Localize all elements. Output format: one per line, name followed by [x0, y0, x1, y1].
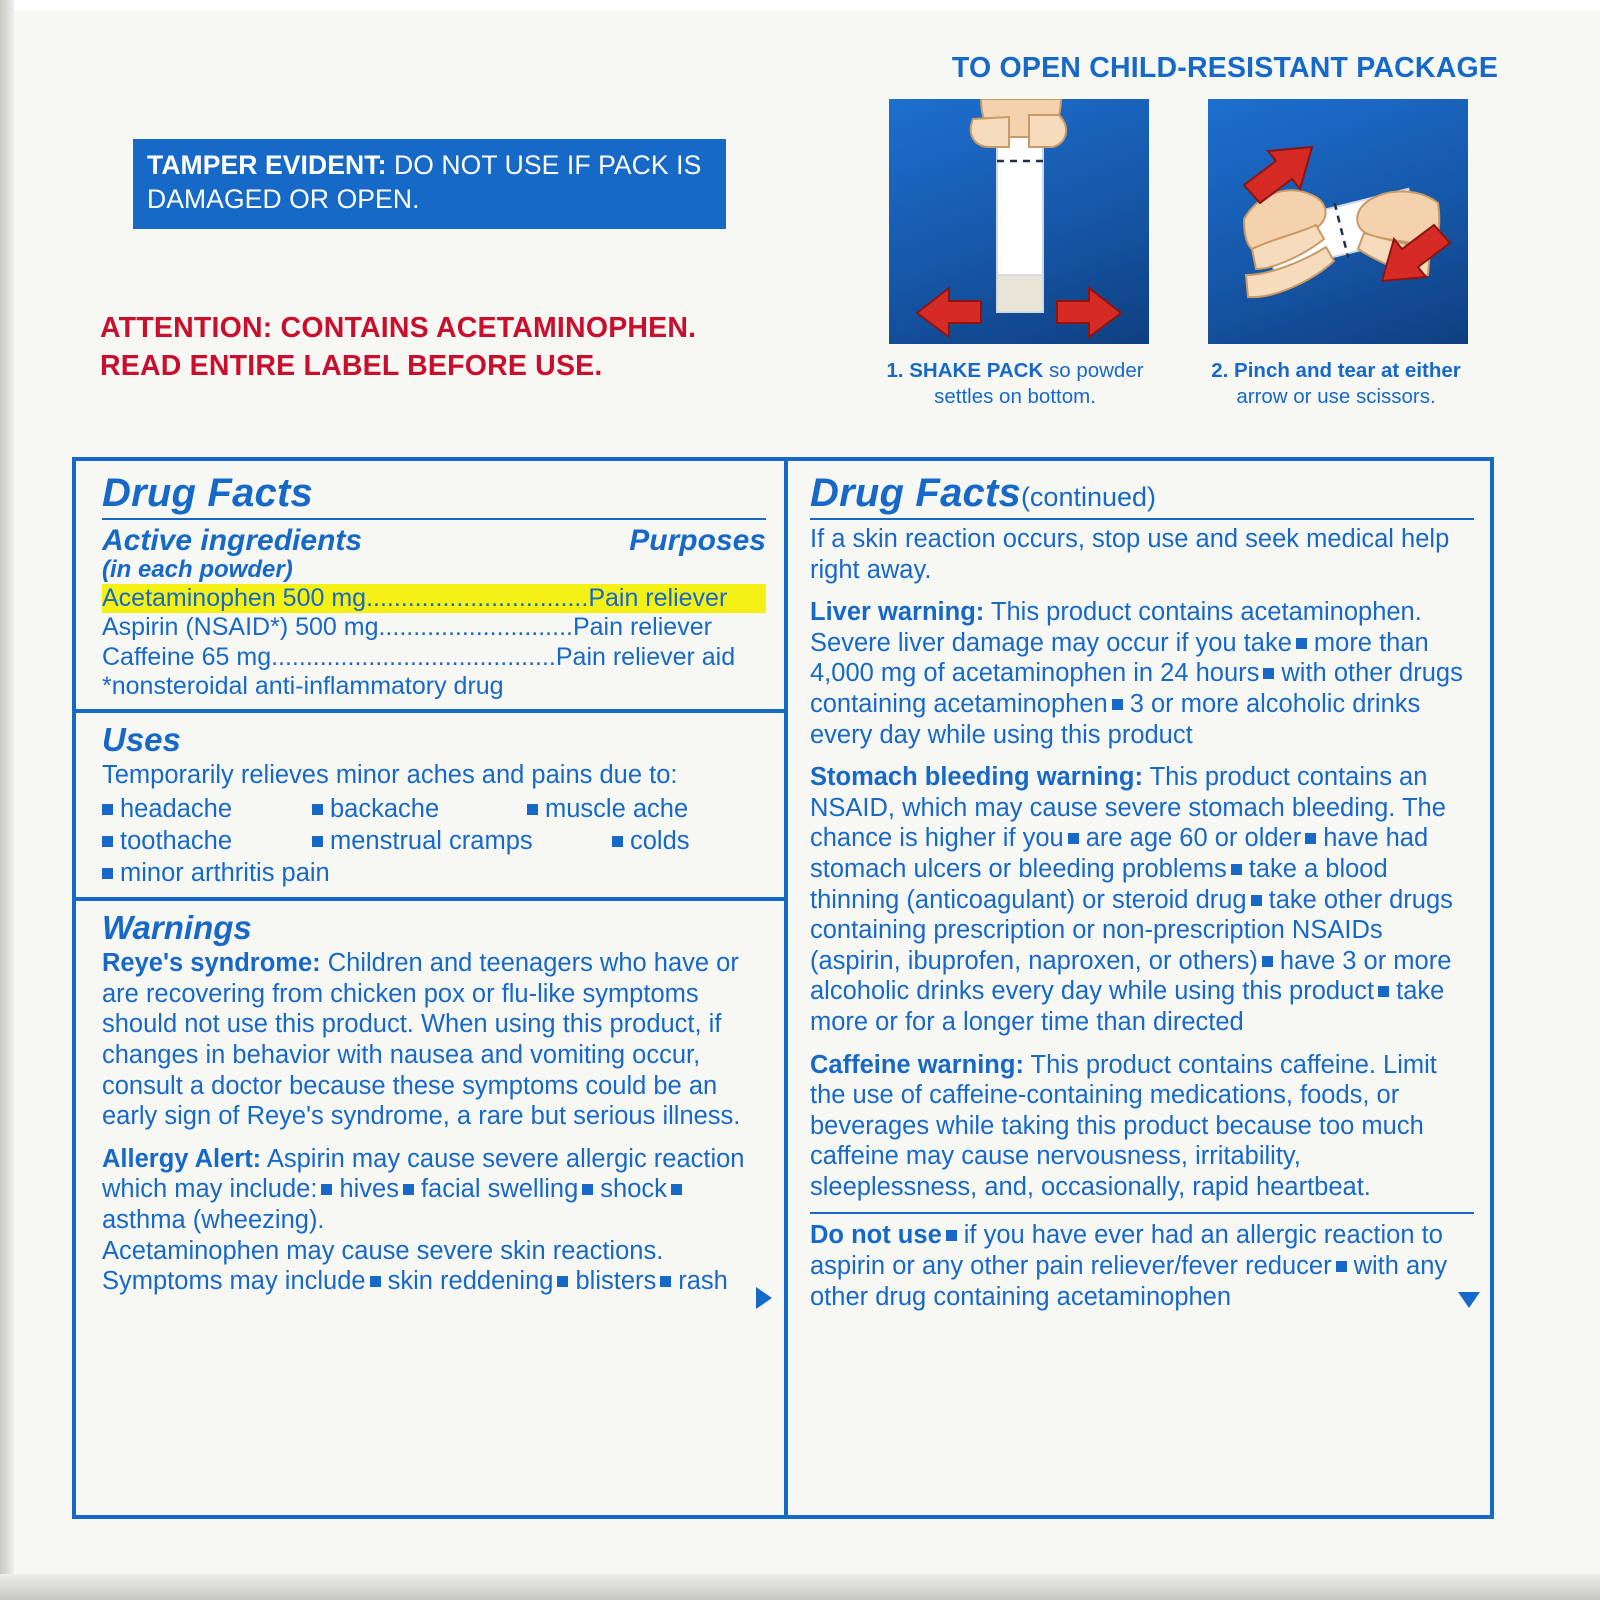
do-not-use-item-2: with any other drug containing acetaminophen — [810, 1252, 1448, 1311]
uses-item-muscle-ache: muscle ache — [545, 794, 689, 823]
do-not-use-section — [810, 1220, 1474, 1312]
package-top-edge — [0, 0, 1600, 10]
reyes-text: Children and teenagers who have or are recovering from chicken pox or flu-like symptoms should not use this product. When using this product, if changes in behavior with nausea and vomiting occur, consult a doctor because these symptoms could be an early sign of Reye's syndrome, a rare but serious illness. — [102, 949, 741, 1131]
bullet-icon — [557, 1276, 568, 1287]
stomach-warning-text: This product contains an NSAID, which may cause severe stomach bleeding. The chance is higher if you — [810, 763, 1446, 853]
uses-item-colds: colds — [630, 826, 690, 855]
uses-item-menstrual-cramps: menstrual cramps — [330, 826, 533, 855]
child-resistant-title: TO OPEN CHILD-RESISTANT PACKAGE — [951, 52, 1499, 84]
package-bottom-edge — [0, 1574, 1600, 1600]
uses-intro: Temporarily relieves minor aches and pains due to: — [102, 761, 678, 790]
package-left-edge — [0, 0, 14, 1600]
uses-item-headache: headache — [120, 794, 233, 823]
bullet-icon — [312, 804, 323, 815]
ingredient-name-2: Caffeine 65 mg — [102, 642, 272, 671]
ingredient-name-1: Aspirin (NSAID*) 500 mg — [102, 613, 379, 642]
step-2-bold: Pinch and tear at either — [1234, 359, 1461, 382]
drug-facts-continued-title — [810, 471, 1474, 516]
drug-facts-continued-section — [788, 461, 1494, 1320]
ingredient-name-0: Acetaminophen 500 mg — [102, 584, 367, 612]
allergy-label: Allergy Alert: — [102, 1144, 262, 1173]
continued-label: (continued) — [1020, 482, 1157, 512]
do-not-use-rule — [810, 1212, 1474, 1214]
active-ingredients-subheading: (in each powder) — [102, 556, 293, 583]
stomach-item-4: take other drugs containing prescription or non-prescription NSAIDs (aspirin, ibuprofen, naproxen, or others) — [810, 885, 1453, 975]
stomach-item-6: take more or for a longer time than directed — [810, 977, 1445, 1036]
bullet-icon — [1336, 1261, 1347, 1272]
bullet-icon — [1378, 986, 1389, 997]
bullet-icon — [671, 1184, 682, 1195]
attention-line-1: ATTENTION: CONTAINS ACETAMINOPHEN. — [100, 312, 697, 344]
caffeine-warning-label: Caffeine warning: — [810, 1050, 1024, 1079]
bullet-icon — [1068, 833, 1079, 844]
bullet-icon — [1262, 956, 1273, 967]
attention-line-2: READ ENTIRE LABEL BEFORE USE. — [100, 349, 603, 382]
bullet-icon — [660, 1276, 671, 1287]
ingredient-dots-0: ................................ — [366, 584, 589, 612]
continue-right-arrow-icon — [756, 1287, 772, 1309]
bullet-icon — [403, 1184, 414, 1195]
ingredient-row-caffeine — [102, 643, 766, 672]
tamper-evident-text: DO NOT USE IF PACK IS DAMAGED OR OPEN. — [147, 150, 702, 214]
uses-section — [76, 709, 784, 897]
stomach-bleeding-warning — [810, 762, 1474, 1037]
drug-facts-left-column — [76, 461, 788, 1515]
tamper-evident-banner — [133, 139, 726, 229]
child-resistant-step-2-caption — [1196, 358, 1476, 410]
skin-item-rash: rash — [678, 1267, 728, 1296]
bullet-icon — [102, 868, 113, 879]
skin-reaction-occurs-text: If a skin reaction occurs, stop use and seek medical help right away. — [810, 525, 1450, 584]
liver-item-1: more than 4,000 mg of acetaminophen in 24 hours — [810, 628, 1429, 688]
ingredient-purpose-2: Pain reliever aid — [555, 642, 736, 671]
child-resistant-illustration-1 — [889, 99, 1149, 344]
pinch-and-tear-icon — [1208, 99, 1468, 344]
allergy-item-hives: hives — [339, 1175, 399, 1204]
ingredient-purpose-1: Pain reliever — [572, 613, 712, 642]
attention-notice — [100, 310, 800, 385]
bullet-icon — [1305, 833, 1316, 844]
allergy-alert-warning — [102, 1144, 766, 1236]
skin-item-reddening: skin reddening — [387, 1267, 554, 1296]
stomach-item-2: have had stomach ulcers or bleeding problems — [810, 824, 1429, 883]
allergy-text: Aspirin may cause severe allergic reaction which may include: — [102, 1144, 745, 1204]
stomach-item-1: are age 60 or older — [1085, 824, 1302, 853]
bullet-icon — [102, 804, 113, 815]
bullet-icon — [1112, 699, 1123, 710]
bullet-icon — [1296, 638, 1307, 649]
uses-heading: Uses — [102, 721, 181, 759]
caffeine-warning-text: This product contains caffeine. Limit the use of caffeine-containing medications, foods, or beverages while taking this product because too much caffeine may cause nervousness, irritability, sleeplessness, and, occasionally, rapid heartbeat. — [810, 1050, 1437, 1201]
ingredient-dots-1: ............................ — [378, 613, 573, 642]
allergy-item-asthma: asthma (wheezing). — [102, 1205, 325, 1234]
uses-row-2 — [102, 825, 766, 857]
allergy-item-shock: shock — [600, 1175, 667, 1204]
step-1-number: 1. — [886, 359, 904, 382]
allergy-item-facial-swelling: facial swelling — [420, 1175, 579, 1204]
step-1-rest: so powder settles on bottom. — [934, 359, 1144, 409]
bullet-icon — [527, 804, 538, 815]
bullet-icon — [370, 1276, 381, 1287]
ingredient-dots-2: ......................................... — [271, 642, 556, 671]
drug-facts-title: Drug Facts — [102, 471, 313, 515]
uses-row-3 — [102, 857, 766, 889]
ingredient-row-acetaminophen — [102, 584, 766, 613]
bullet-icon — [321, 1184, 332, 1195]
uses-item-backache: backache — [330, 794, 440, 823]
skin-reaction-text: Acetaminophen may cause severe skin reactions. Symptoms may include — [102, 1236, 664, 1296]
drug-facts-panel — [72, 457, 1494, 1519]
purposes-heading: Purposes — [629, 524, 766, 557]
tamper-evident-label: TAMPER EVIDENT: — [147, 150, 387, 180]
liver-warning — [810, 597, 1474, 750]
step-2-number: 2. — [1211, 359, 1229, 382]
drug-facts-right-column — [788, 461, 1494, 1515]
step-2-rest: arrow or use scissors. — [1236, 385, 1436, 409]
bullet-icon — [312, 836, 323, 847]
liver-warning-label: Liver warning: — [810, 598, 985, 627]
skin-reaction-warning — [102, 1236, 766, 1297]
nsaid-footnote: *nonsteroidal anti-inflammatory drug — [102, 671, 504, 700]
uses-item-toothache: toothache — [120, 826, 233, 855]
liver-item-3: 3 or more alcoholic drinks every day while using this product — [810, 689, 1421, 749]
stomach-item-5: have 3 or more alcoholic drinks every day while using this product — [810, 946, 1452, 1006]
shake-pack-icon — [889, 99, 1149, 344]
uses-item-minor-arthritis-pain: minor arthritis pain — [120, 859, 330, 888]
liver-item-2: with other drugs containing acetaminophen — [810, 659, 1463, 718]
bullet-icon — [582, 1184, 593, 1195]
active-ingredients-heading: Active ingredients — [102, 524, 363, 557]
bullet-icon — [1231, 864, 1242, 875]
uses-list — [102, 793, 766, 889]
stomach-item-3: take a blood thinning (anticoagulant) or steroid drug — [810, 854, 1388, 914]
bullet-icon — [1251, 895, 1262, 906]
reyes-syndrome-warning — [102, 948, 766, 1132]
liver-warning-text: This product contains acetaminophen. Severe liver damage may occur if you take — [810, 598, 1422, 657]
child-resistant-step-1-caption — [875, 358, 1155, 410]
warnings-section — [76, 897, 784, 1319]
bullet-icon — [946, 1230, 957, 1241]
stomach-warning-label: Stomach bleeding warning: — [810, 763, 1143, 792]
warnings-heading: Warnings — [102, 909, 252, 947]
bullet-icon — [612, 836, 623, 847]
do-not-use-label: Do not use — [810, 1221, 942, 1250]
ingredient-row-aspirin — [102, 613, 766, 642]
reyes-label: Reye's syndrome: — [102, 949, 321, 978]
drug-facts-continued-title-text: Drug Facts — [810, 471, 1021, 515]
caffeine-warning — [810, 1050, 1474, 1203]
continued-title-rule — [810, 518, 1474, 520]
active-ingredients-section — [76, 461, 784, 709]
step-1-bold: SHAKE PACK — [909, 359, 1044, 382]
skin-item-blisters: blisters — [575, 1267, 657, 1296]
active-ingredients-header-row — [102, 524, 766, 558]
continue-down-arrow-icon — [1458, 1292, 1480, 1308]
bullet-icon — [1263, 668, 1274, 679]
child-resistant-illustration-2 — [1208, 99, 1468, 344]
ingredient-purpose-0: Pain reliever — [588, 584, 728, 612]
do-not-use-item-1: if you have ever had an allergic reaction to aspirin or any other pain reliever/fever reducer — [810, 1221, 1443, 1281]
uses-row-1 — [102, 793, 766, 825]
bullet-icon — [102, 836, 113, 847]
title-rule — [102, 518, 766, 520]
